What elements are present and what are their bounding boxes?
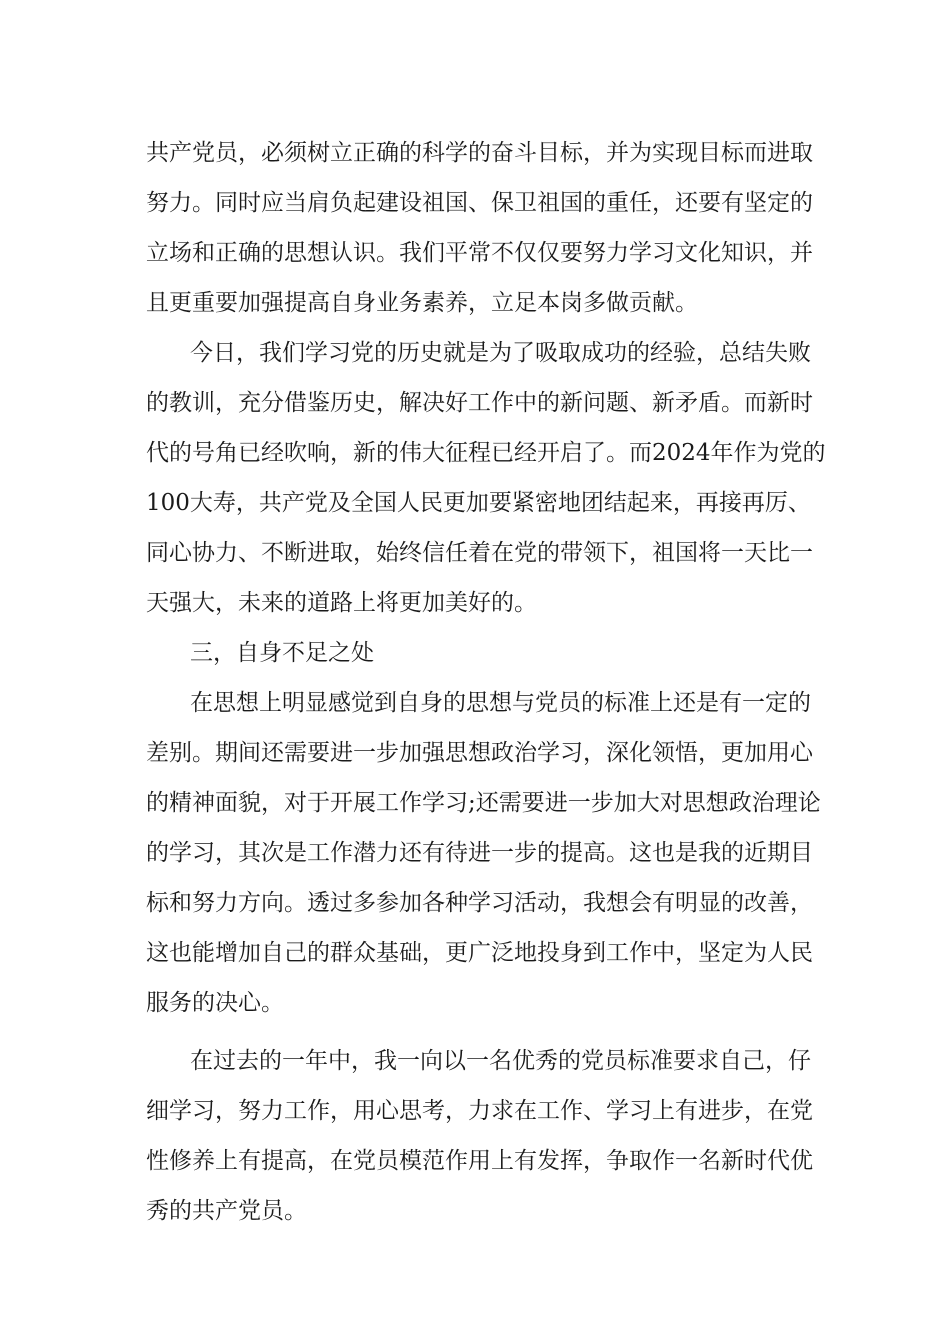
text-line: 共产党员，必须树立正确的科学的奋斗目标，并为实现目标而进取 <box>146 140 813 166</box>
paragraph-1 <box>146 128 813 328</box>
text-line: 性修养上有提高，在党员模范作用上有发挥，争取作一名新时代优 <box>146 1148 813 1174</box>
text-line: 立场和正确的思想认识。我们平常不仅仅要努力学习文化知识，并 <box>146 240 813 266</box>
document-body <box>146 128 826 1236</box>
section-heading <box>146 628 808 678</box>
text-line: 今日，我们学习党的历史就是为了吸取成功的经验，总结失败 <box>190 340 811 366</box>
text-line: 且更重要加强提高自身业务素养，立足本岗多做贡献。 <box>146 290 698 316</box>
text-line: 在过去的一年中，我一向以一名优秀的党员标准要求自己，仔 <box>190 1048 811 1074</box>
paragraph-2 <box>146 328 826 628</box>
paragraph-4 <box>146 1036 813 1236</box>
text-line: 秀的共产党员。 <box>146 1198 307 1224</box>
text-line: 努力。同时应当肩负起建设祖国、保卫祖国的重任，还要有坚定的 <box>146 190 813 216</box>
text-line: 天强大，未来的道路上将更加美好的。 <box>146 590 537 616</box>
text-line: 这也能增加自己的群众基础，更广泛地投身到工作中，坚定为人民 <box>146 940 813 966</box>
text-line: 100大寿，共产党及全国人民更加要紧密地团结起来，再接再厉、 <box>146 490 811 516</box>
text-line: 差别。期间还需要进一步加强思想政治学习，深化领悟，更加用心 <box>146 740 813 766</box>
text-line: 服务的决心。 <box>146 990 284 1016</box>
text-line: 在思想上明显感觉到自身的思想与党员的标准上还是有一定的 <box>190 690 811 716</box>
text-line: 的精神面貌，对于开展工作学习;还需要进一步加大对思想政治理论 <box>146 790 821 816</box>
text-line: 标和努力方向。透过多参加各种学习活动，我想会有明显的改善， <box>146 890 813 916</box>
paragraph-3 <box>146 678 821 1028</box>
text-line: 的学习，其次是工作潜力还有待进一步的提高。这也是我的近期目 <box>146 840 813 866</box>
text-line: 同心协力、不断进取，始终信任着在党的带领下，祖国将一天比一 <box>146 540 813 566</box>
text-line: 的教训，充分借鉴历史，解决好工作中的新问题、新矛盾。而新时 <box>146 390 813 416</box>
section-heading-text: 三，自身不足之处 <box>190 640 374 666</box>
text-line: 细学习，努力工作，用心思考，力求在工作、学习上有进步，在党 <box>146 1098 813 1124</box>
text-line: 代的号角已经吹响，新的伟大征程已经开启了。而2024年作为党的 <box>146 440 826 466</box>
